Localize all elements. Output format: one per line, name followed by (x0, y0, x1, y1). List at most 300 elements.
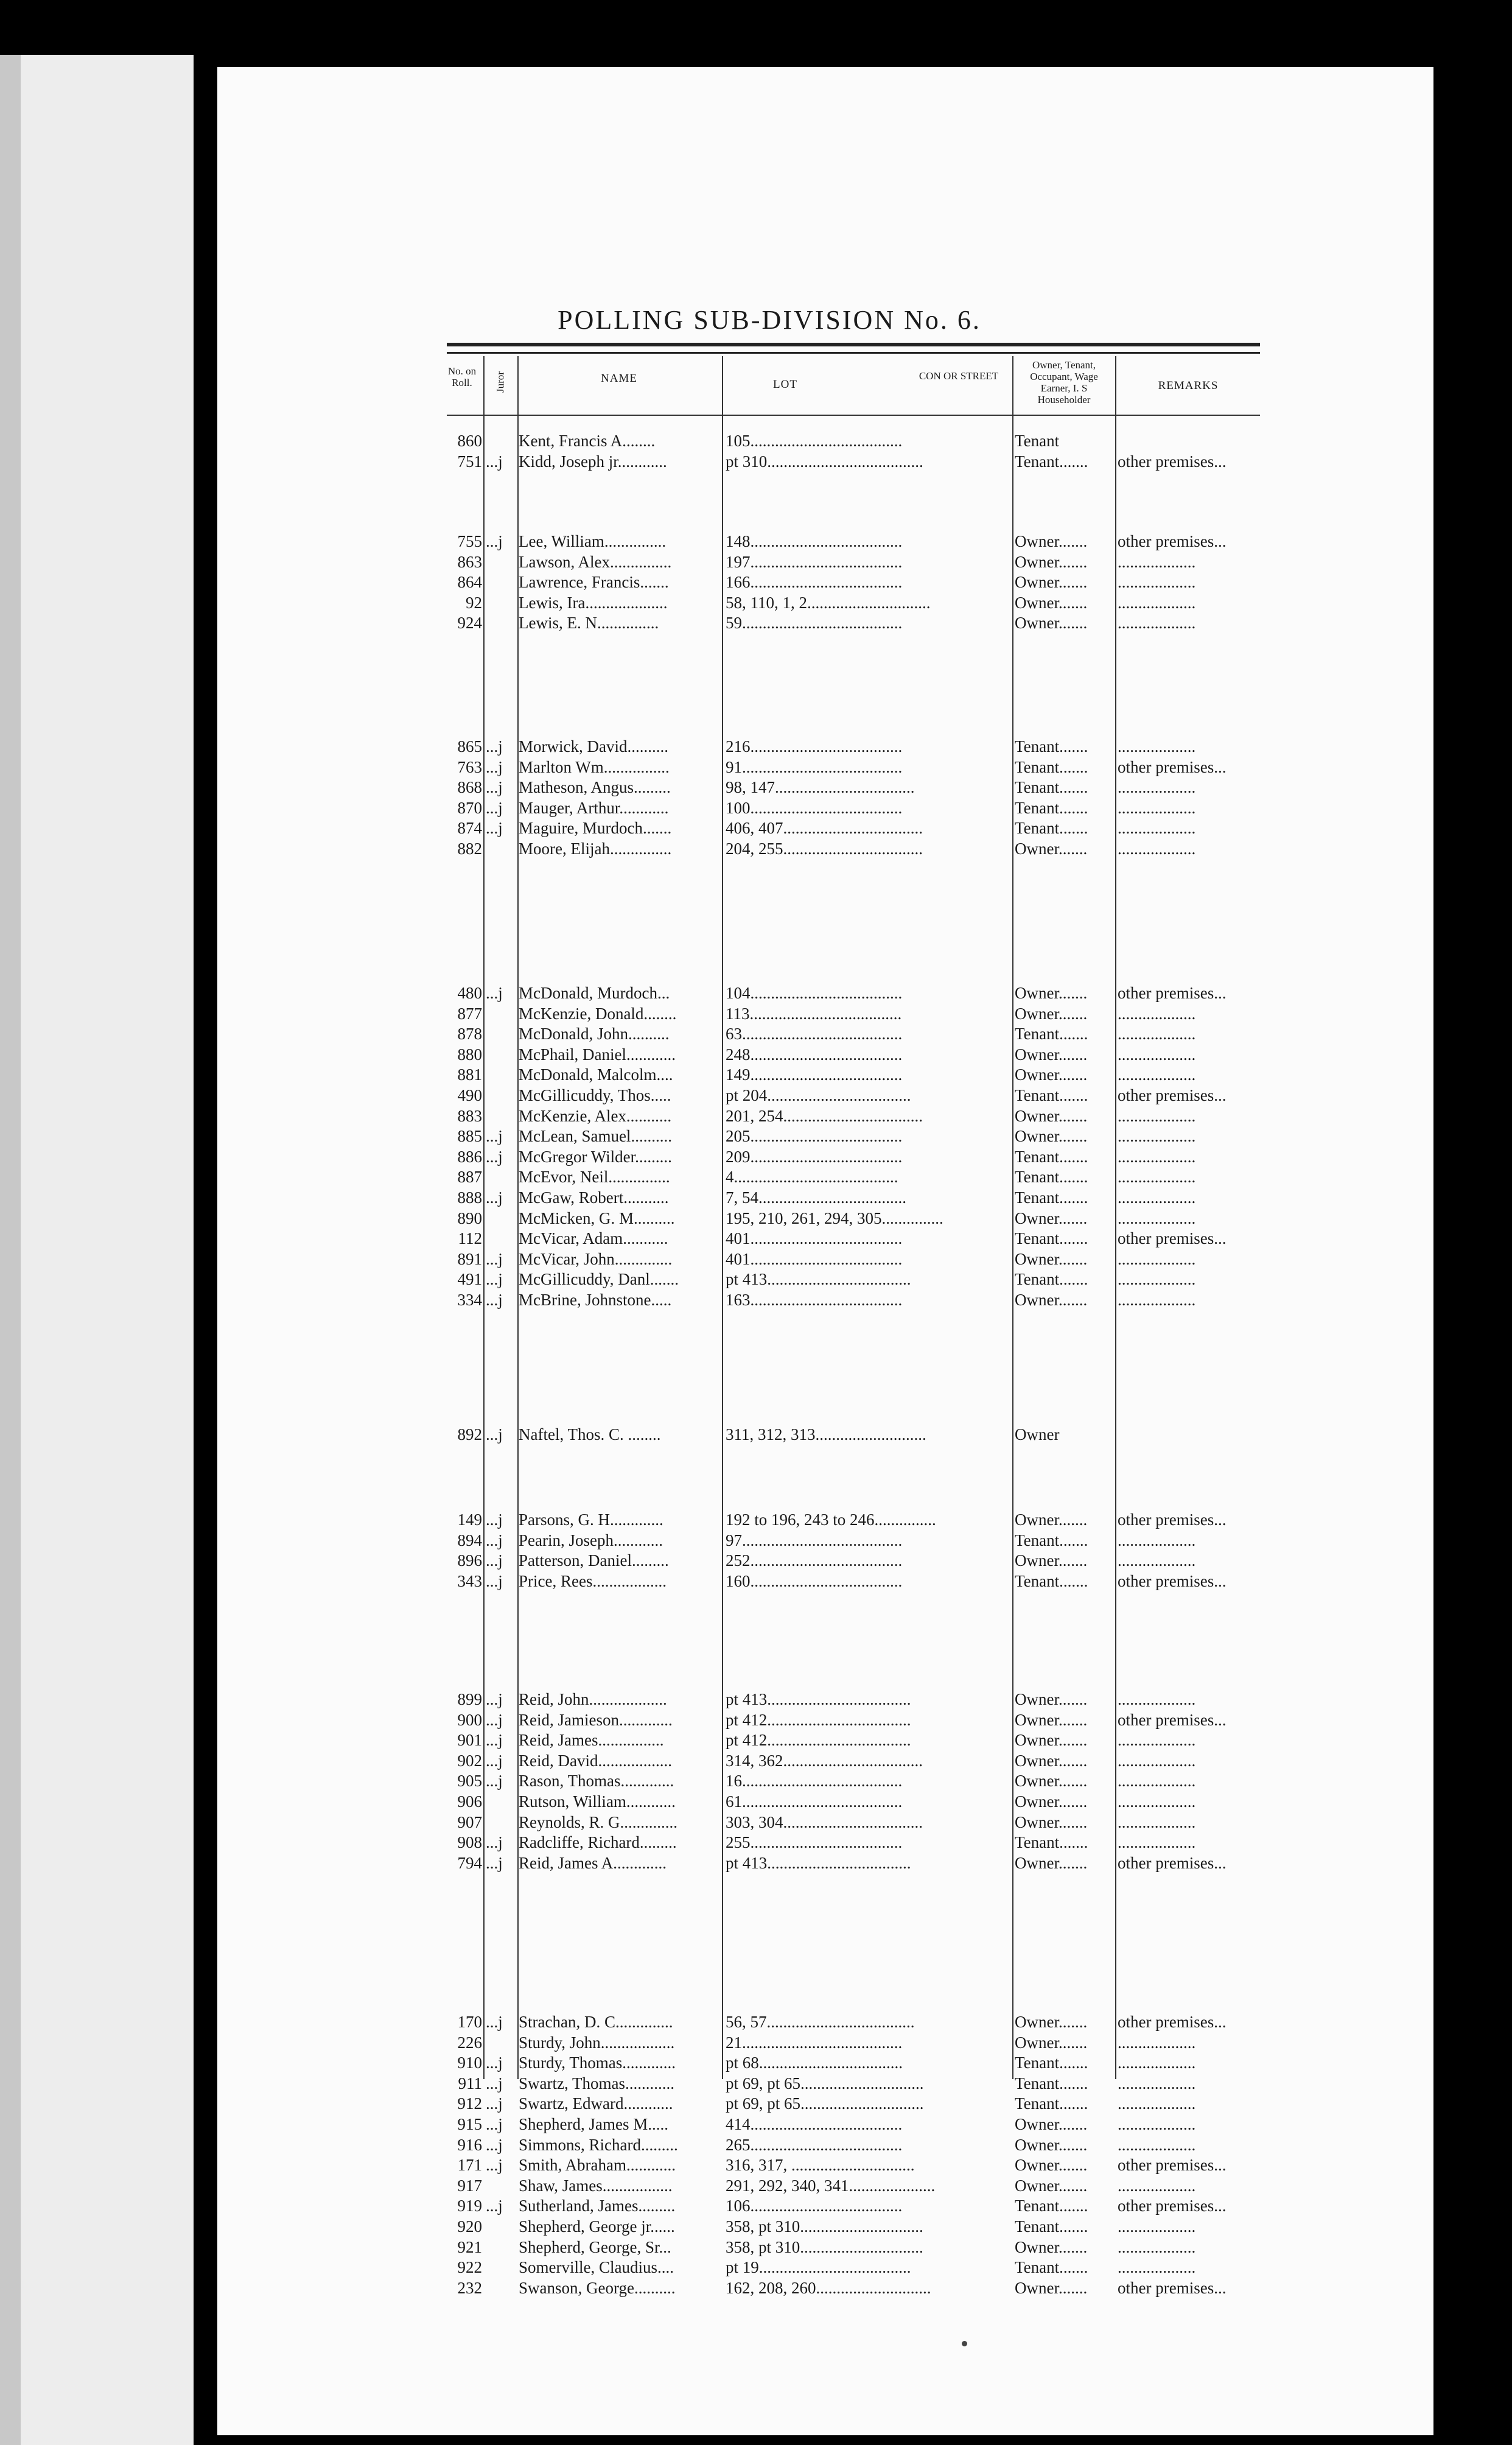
roll-number: 885 (457, 1127, 482, 1146)
tenure-status: Tenant....... (1015, 2074, 1088, 2092)
tenure-status: Tenant....... (1015, 1147, 1088, 1166)
elector-name: McVicar, John.............. (519, 1249, 673, 1268)
elector-name: McGaw, Robert........... (519, 1188, 669, 1207)
remarks: ................... (1118, 1249, 1196, 1268)
tenure-status: Tenant....... (1015, 2258, 1088, 2277)
juror-mark: ...j (486, 2135, 503, 2154)
tenure-status: Owner....... (1015, 1731, 1088, 1750)
elector-name: Kidd, Joseph jr............ (519, 452, 667, 471)
lot-number: 358, pt 310.............................. (726, 2237, 923, 2256)
elector-name: Reid, John................... (519, 1690, 667, 1708)
lot-number: 205..................................... (726, 1127, 903, 1146)
roll-number: 887 (457, 1168, 482, 1187)
remarks: ................... (1118, 2054, 1196, 2072)
remarks: other premises... (1118, 984, 1227, 1002)
tenure-status: Owner....... (1015, 593, 1088, 612)
elector-name: Price, Rees.................. (519, 1571, 667, 1590)
elector-name: Mauger, Arthur............ (519, 798, 669, 817)
elector-name: Shepherd, James M..... (519, 2115, 668, 2133)
roll-number: 894 (457, 1531, 482, 1549)
remarks: ................... (1118, 1106, 1196, 1125)
roll-number: 794 (457, 1853, 482, 1872)
lot-number: 100..................................... (726, 798, 903, 817)
lot-number: 401..................................... (726, 1249, 903, 1268)
roll-number: 149 (457, 1510, 482, 1529)
tenure-status: Owner....... (1015, 2033, 1088, 2052)
tenure-status: Tenant....... (1015, 1168, 1088, 1187)
remarks: other premises... (1118, 1086, 1227, 1104)
roll-number: 232 (457, 2278, 482, 2297)
tenure-status: Tenant....... (1015, 2094, 1088, 2113)
lot-number: pt 412................................... (726, 1710, 911, 1729)
remarks: ................... (1118, 2217, 1196, 2236)
elector-name: McPhail, Daniel............ (519, 1045, 676, 1064)
lot-number: pt 69, pt 65.............................. (726, 2074, 924, 2092)
lot-number: 105..................................... (726, 432, 903, 450)
lot-number: 252..................................... (726, 1551, 903, 1570)
remarks: ................... (1118, 1731, 1196, 1750)
roll-number: 882 (457, 840, 482, 858)
juror-mark: ...j (486, 1270, 503, 1289)
lot-number: 104..................................... (726, 984, 903, 1002)
elector-name: Kent, Francis A........ (519, 432, 656, 450)
tenure-status: Owner....... (1015, 2115, 1088, 2133)
elector-name: Somerville, Claudius.... (519, 2258, 674, 2277)
roll-number: 226 (457, 2033, 482, 2052)
lot-number: 21....................................... (726, 2033, 903, 2052)
remarks: other premises... (1118, 2197, 1227, 2215)
roll-number: 896 (457, 1551, 482, 1570)
roll-number: 924 (457, 614, 482, 633)
elector-name: McMicken, G. M.......... (519, 1208, 675, 1227)
lot-number: 197..................................... (726, 552, 903, 571)
roll-number: 921 (457, 2237, 482, 2256)
lot-number: 61....................................... (726, 1792, 903, 1811)
lot-number: 97....................................... (726, 1531, 903, 1549)
roll-number: 890 (457, 1208, 482, 1227)
lot-number: 314, 362.................................. (726, 1751, 923, 1770)
roll-number: 892 (457, 1425, 482, 1443)
tenure-status: Tenant....... (1015, 1086, 1088, 1104)
elector-name: Sturdy, John.................. (519, 2033, 675, 2052)
elector-name: Pearin, Joseph............ (519, 1531, 663, 1549)
roll-number: 901 (457, 1731, 482, 1750)
elector-name: Shepherd, George jr...... (519, 2217, 675, 2236)
remarks: other premises... (1118, 2013, 1227, 2031)
tenure-status: Owner....... (1015, 1710, 1088, 1729)
roll-number: 881 (457, 1065, 482, 1084)
tenure-status: Owner....... (1015, 532, 1088, 550)
remarks: other premises... (1118, 2156, 1227, 2175)
juror-mark: ...j (486, 984, 503, 1002)
remarks: ................... (1118, 1751, 1196, 1770)
lot-number: 201, 254.................................. (726, 1106, 923, 1125)
roll-number: 910 (457, 2054, 482, 2072)
elector-name: Moore, Elijah............... (519, 840, 672, 858)
roll-number: 908 (457, 1833, 482, 1852)
tenure-status: Tenant....... (1015, 778, 1088, 797)
elector-name: Rason, Thomas............. (519, 1772, 674, 1791)
remarks: ................... (1118, 1188, 1196, 1207)
tenure-status: Tenant....... (1015, 1188, 1088, 1207)
elector-name: Radcliffe, Richard......... (519, 1833, 677, 1852)
roll-number: 755 (457, 532, 482, 550)
elector-name: Rutson, William............ (519, 1792, 676, 1811)
lot-number: 63....................................... (726, 1025, 903, 1044)
remarks: ................... (1118, 1812, 1196, 1831)
lot-number: 316, 317, .............................. (726, 2156, 915, 2175)
juror-mark: ...j (486, 452, 503, 471)
lot-number: pt 204................................... (726, 1086, 911, 1104)
elector-name: Naftel, Thos. C. ........ (519, 1425, 661, 1443)
roll-number: 112 (458, 1229, 482, 1248)
elector-name: Reid, James A............. (519, 1853, 667, 1872)
lot-number: 248..................................... (726, 1045, 903, 1064)
lot-number: 56, 57.................................... (726, 2013, 915, 2031)
roll-number: 905 (457, 1772, 482, 1791)
tenure-status: Owner....... (1015, 1208, 1088, 1227)
roll-number: 920 (457, 2217, 482, 2236)
tenure-status: Tenant....... (1015, 737, 1088, 756)
lot-number: pt 68................................... (726, 2054, 903, 2072)
juror-mark: ...j (486, 1571, 503, 1590)
remarks: ................... (1118, 1127, 1196, 1146)
tenure-status: Tenant....... (1015, 819, 1088, 838)
remarks: other premises... (1118, 2278, 1227, 2297)
elector-name: Morwick, David.......... (519, 737, 668, 756)
remarks: other premises... (1118, 532, 1227, 550)
elector-name: McDonald, Murdoch... (519, 984, 670, 1002)
juror-mark: ...j (486, 737, 503, 756)
juror-mark: ...j (486, 1188, 503, 1207)
roll-number: 878 (457, 1025, 482, 1044)
juror-mark: ...j (486, 2094, 503, 2113)
tenure-status: Owner....... (1015, 614, 1088, 633)
juror-mark: ...j (486, 1833, 503, 1852)
remarks: other premises... (1118, 1571, 1227, 1590)
elector-name: Lewis, E. N............... (519, 614, 659, 633)
lot-number: 160..................................... (726, 1571, 903, 1590)
tenure-status: Owner....... (1015, 1106, 1088, 1125)
remarks: ................... (1118, 614, 1196, 633)
remarks: ................... (1118, 1690, 1196, 1708)
elector-name: McGregor Wilder......... (519, 1147, 672, 1166)
elector-name: McBrine, Johnstone..... (519, 1291, 672, 1309)
roll-number: 763 (457, 757, 482, 776)
tenure-status: Owner....... (1015, 1751, 1088, 1770)
tenure-status: Owner....... (1015, 1853, 1088, 1872)
roll-number: 883 (457, 1106, 482, 1125)
lot-number: 216..................................... (726, 737, 903, 756)
elector-name: Marlton Wm................ (519, 757, 670, 776)
remarks: ................... (1118, 1168, 1196, 1187)
header-no-on-roll: No. on Roll. (447, 365, 477, 388)
tenure-status: Owner....... (1015, 2176, 1088, 2195)
juror-mark: ...j (486, 819, 503, 838)
lot-number: pt 412................................... (726, 1731, 911, 1750)
header-lot: LOT (773, 378, 797, 391)
lot-number: 162, 208, 260............................ (726, 2278, 931, 2297)
remarks: other premises... (1118, 1510, 1227, 1529)
juror-mark: ...j (486, 1690, 503, 1708)
elector-name: Strachan, D. C.............. (519, 2013, 673, 2031)
remarks: ................... (1118, 819, 1196, 838)
tenure-status: Tenant....... (1015, 1833, 1088, 1852)
tenure-status: Tenant....... (1015, 1571, 1088, 1590)
roll-number: 899 (457, 1690, 482, 1708)
lot-number: pt 69, pt 65.............................. (726, 2094, 924, 2113)
tenure-status: Owner....... (1015, 1004, 1088, 1023)
tenure-status: Tenant....... (1015, 2197, 1088, 2215)
lot-number: 303, 304.................................. (726, 1812, 923, 1831)
tenure-status: Owner....... (1015, 1551, 1088, 1570)
tenure-status: Owner....... (1015, 2135, 1088, 2154)
remarks: ................... (1118, 2258, 1196, 2277)
roll-number: 334 (457, 1291, 482, 1309)
lot-number: 91....................................... (726, 757, 903, 776)
remarks: ................... (1118, 737, 1196, 756)
lot-number: 106..................................... (726, 2197, 903, 2215)
juror-mark: ...j (486, 1510, 503, 1529)
lot-number: 98, 147.................................. (726, 778, 915, 797)
juror-mark: ...j (486, 757, 503, 776)
roll-number: 877 (457, 1004, 482, 1023)
elector-name: Matheson, Angus......... (519, 778, 671, 797)
lot-number: 163..................................... (726, 1291, 903, 1309)
elector-name: Lawrence, Francis....... (519, 573, 669, 592)
remarks: ................... (1118, 798, 1196, 817)
roll-number: 886 (457, 1147, 482, 1166)
lot-number: 166..................................... (726, 573, 903, 592)
elector-name: Lewis, Ira.................... (519, 593, 668, 612)
elector-name: Lee, William............... (519, 532, 667, 550)
tenure-status: Tenant....... (1015, 757, 1088, 776)
lot-number: 113..................................... (726, 1004, 902, 1023)
lot-number: 406, 407.................................. (726, 819, 923, 838)
header-rule (447, 343, 1260, 346)
roll-number: 891 (457, 1249, 482, 1268)
juror-mark: ...j (486, 1710, 503, 1729)
lot-number: pt 310...................................... (726, 452, 923, 471)
elector-name: McDonald, Malcolm.... (519, 1065, 673, 1084)
roll-number: 907 (457, 1812, 482, 1831)
elector-name: Reid, James................ (519, 1731, 664, 1750)
juror-mark: ...j (486, 1425, 503, 1443)
elector-name: McGillicuddy, Danl....... (519, 1270, 679, 1289)
remarks: other premises... (1118, 1229, 1227, 1248)
elector-name: Maguire, Murdoch....... (519, 819, 672, 838)
juror-mark: ...j (486, 1531, 503, 1549)
elector-name: Swanson, George.......... (519, 2278, 676, 2297)
elector-name: Shepherd, George, Sr... (519, 2237, 671, 2256)
elector-name: McKenzie, Donald........ (519, 1004, 677, 1023)
remarks: ................... (1118, 2033, 1196, 2052)
tenure-status: Tenant....... (1015, 452, 1088, 471)
juror-mark: ...j (486, 778, 503, 797)
juror-mark: ...j (486, 2197, 503, 2215)
tenure-status: Owner....... (1015, 2013, 1088, 2031)
roll-number: 751 (457, 452, 482, 471)
tenure-status: Owner....... (1015, 552, 1088, 571)
remarks: ................... (1118, 2237, 1196, 2256)
column-divider (483, 356, 485, 2079)
remarks: ................... (1118, 1772, 1196, 1791)
elector-name: Swartz, Thomas............ (519, 2074, 674, 2092)
remarks: ................... (1118, 778, 1196, 797)
lot-number: 265..................................... (726, 2135, 903, 2154)
roll-number: 92 (466, 593, 482, 612)
roll-number: 874 (457, 819, 482, 838)
elector-name: Patterson, Daniel......... (519, 1551, 669, 1570)
tenure-status: Owner....... (1015, 1772, 1088, 1791)
juror-mark: ...j (486, 2054, 503, 2072)
tenure-status: Owner....... (1015, 1812, 1088, 1831)
tenure-status: Owner....... (1015, 1510, 1088, 1529)
roll-number: 888 (457, 1188, 482, 1207)
tenure-status: Tenant....... (1015, 2054, 1088, 2072)
juror-mark: ...j (486, 1127, 503, 1146)
juror-mark: ...j (486, 2013, 503, 2031)
lot-number: 7, 54.................................... (726, 1188, 906, 1207)
tenure-status: Owner....... (1015, 573, 1088, 592)
juror-mark: ...j (486, 1249, 503, 1268)
remarks: other premises... (1118, 1853, 1227, 1872)
remarks: ................... (1118, 573, 1196, 592)
remarks: ................... (1118, 1004, 1196, 1023)
lot-number: pt 19..................................... (726, 2258, 911, 2277)
roll-number: 906 (457, 1792, 482, 1811)
roll-number: 490 (457, 1086, 482, 1104)
juror-mark: ...j (486, 532, 503, 550)
juror-mark: ...j (486, 1751, 503, 1770)
roll-number: 865 (457, 737, 482, 756)
remarks: other premises... (1118, 1710, 1227, 1729)
lot-number: pt 413................................... (726, 1853, 911, 1872)
lot-number: pt 413................................... (726, 1270, 911, 1289)
juror-mark: ...j (486, 1147, 503, 1166)
tenure-status: Owner....... (1015, 1045, 1088, 1064)
tenure-status: Owner....... (1015, 1249, 1088, 1268)
elector-name: Reid, David.................. (519, 1751, 672, 1770)
roll-number: 915 (457, 2115, 482, 2133)
juror-mark: ...j (486, 1853, 503, 1872)
tenure-status: Owner....... (1015, 1291, 1088, 1309)
elector-name: Smith, Abraham............ (519, 2156, 676, 2175)
roll-number: 922 (457, 2258, 482, 2277)
ink-speck (962, 2341, 967, 2346)
elector-name: Shaw, James................. (519, 2176, 673, 2195)
lot-number: 358, pt 310.............................. (726, 2217, 923, 2236)
lot-number: 149..................................... (726, 1065, 903, 1084)
remarks: ................... (1118, 840, 1196, 858)
remarks: ................... (1118, 1531, 1196, 1549)
elector-name: Reynolds, R. G.............. (519, 1812, 678, 1831)
lot-number: 192 to 196, 243 to 246............... (726, 1510, 936, 1529)
tenure-status: Owner....... (1015, 1690, 1088, 1708)
roll-number: 868 (457, 778, 482, 797)
roll-number: 917 (457, 2176, 482, 2195)
elector-name: McKenzie, Alex........... (519, 1106, 672, 1125)
lot-number: 148..................................... (726, 532, 903, 550)
elector-name: Parsons, G. H............. (519, 1510, 663, 1529)
roll-number: 900 (457, 1710, 482, 1729)
roll-number: 864 (457, 573, 482, 592)
lot-number: 195, 210, 261, 294, 305............... (726, 1208, 943, 1227)
roll-number: 911 (458, 2074, 482, 2092)
remarks: ................... (1118, 1045, 1196, 1064)
header-con-or-street: CON OR STREET (919, 370, 999, 382)
tenure-status: Owner....... (1015, 1065, 1088, 1084)
elector-name: McDonald, John.......... (519, 1025, 670, 1044)
tenure-status: Owner....... (1015, 1792, 1088, 1811)
previous-page-edge (0, 55, 194, 2445)
elector-name: McLean, Samuel.......... (519, 1127, 672, 1146)
remarks: ................... (1118, 1208, 1196, 1227)
juror-mark: ...j (486, 798, 503, 817)
header-rule (447, 352, 1260, 354)
juror-mark: ...j (486, 1731, 503, 1750)
elector-name: Sutherland, James......... (519, 2197, 676, 2215)
juror-mark: ...j (486, 1772, 503, 1791)
roll-number: 491 (457, 1270, 482, 1289)
remarks: other premises... (1118, 757, 1227, 776)
lot-number: 59....................................... (726, 614, 903, 633)
remarks: ................... (1118, 1147, 1196, 1166)
elector-name: McEvor, Neil............... (519, 1168, 670, 1187)
tenure-status: Tenant....... (1015, 1270, 1088, 1289)
lot-number: 255..................................... (726, 1833, 903, 1852)
elector-name: McVicar, Adam........... (519, 1229, 668, 1248)
tenure-status: Tenant....... (1015, 1025, 1088, 1044)
header-rule (447, 415, 1260, 416)
tenure-status: Owner....... (1015, 1127, 1088, 1146)
tenure-status: Owner....... (1015, 984, 1088, 1002)
elector-name: Lawson, Alex............... (519, 552, 672, 571)
roll-number: 919 (457, 2197, 482, 2215)
roll-number: 870 (457, 798, 482, 817)
page-title: POLLING SUB-DIVISION No. 6. (558, 305, 981, 335)
juror-mark: ...j (486, 2074, 503, 2092)
remarks: ................... (1118, 1551, 1196, 1570)
remarks: ................... (1118, 2135, 1196, 2154)
juror-mark: ...j (486, 1291, 503, 1309)
column-divider (1012, 356, 1013, 2079)
lot-number: pt 413................................... (726, 1690, 911, 1708)
tenure-status: Tenant....... (1015, 1531, 1088, 1549)
remarks: ................... (1118, 2094, 1196, 2113)
lot-number: 204, 255.................................. (726, 840, 923, 858)
tenure-status: Owner....... (1015, 2237, 1088, 2256)
elector-name: McGillicuddy, Thos..... (519, 1086, 671, 1104)
lot-number: 414..................................... (726, 2115, 903, 2133)
remarks: ................... (1118, 1065, 1196, 1084)
remarks: ................... (1118, 1291, 1196, 1309)
lot-number: 209..................................... (726, 1147, 903, 1166)
header-remarks: REMARKS (1158, 379, 1219, 392)
tenure-status: Tenant....... (1015, 1229, 1088, 1248)
column-divider (1115, 356, 1116, 2079)
remarks: ................... (1118, 1833, 1196, 1852)
tenure-status: Owner....... (1015, 2156, 1088, 2175)
remarks: ................... (1118, 1792, 1196, 1811)
juror-mark: ...j (486, 1551, 503, 1570)
remarks: other premises... (1118, 452, 1227, 471)
tenure-status: Tenant....... (1015, 2217, 1088, 2236)
elector-name: Sturdy, Thomas............. (519, 2054, 676, 2072)
tenure-status: Owner (1015, 1425, 1060, 1443)
juror-mark: ...j (486, 2156, 503, 2175)
remarks: ................... (1118, 2115, 1196, 2133)
